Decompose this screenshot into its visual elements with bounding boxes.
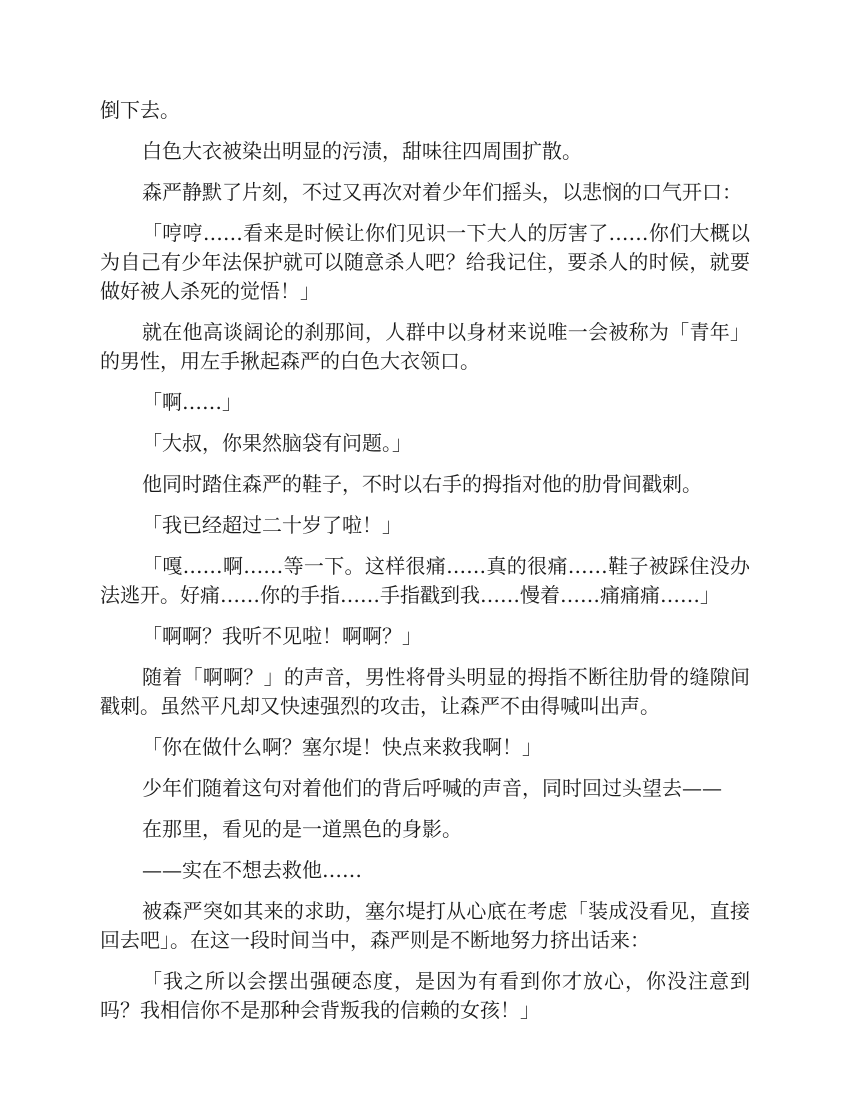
- paragraph: 他同时踏住森严的鞋子，不时以右手的拇指对他的肋骨间戳刺。: [142, 472, 702, 496]
- paragraph: 倒下去。: [100, 98, 180, 122]
- dialogue-paragraph: 「你在做什么啊？塞尔堤！快点来救我啊！」: [142, 735, 542, 759]
- paragraph: ——实在不想去救他……: [142, 858, 362, 882]
- dialogue-paragraph: 「啊啊？我听不见啦！啊啊？」: [142, 624, 422, 648]
- dialogue-paragraph: 「嘎……啊……等一下。这样很痛……真的很痛……鞋子被踩住没办法逃开。好痛……你的手指……手指戳到我……慢着……痛痛痛……」: [100, 554, 750, 607]
- paragraph: 少年们随着这句对着他们的背后呼喊的声音，同时回过头望去——: [142, 776, 722, 800]
- dialogue-paragraph: 「我之所以会摆出强硬态度，是因为有看到你才放心，你没注意到吗？我相信你不是那种会背叛我的信赖的女孩！」: [100, 969, 750, 1022]
- dialogue-paragraph: 「大叔，你果然脑袋有问题。」: [142, 431, 412, 455]
- paragraph: 就在他高谈阔论的刹那间，人群中以身材来说唯一会被称为「青年」的男性，用左手揪起森严的白色大衣领口。: [100, 320, 750, 373]
- paragraph: 白色大衣被染出明显的污渍，甜味往四周围扩散。: [142, 139, 582, 163]
- paragraph: 随着「啊啊？」的声音，男性将骨头明显的拇指不断往肋骨的缝隙间戳刺。虽然平凡却又快速强烈的攻击，让森严不由得喊叫出声。: [100, 665, 750, 718]
- document-page: [100, 96, 750, 1037]
- paragraph: 森严静默了片刻，不过又再次对着少年们摇头，以悲悯的口气开口：: [142, 180, 742, 204]
- dialogue-paragraph: 「我已经超过二十岁了啦！」: [142, 513, 402, 537]
- dialogue-paragraph: 「啊……」: [142, 390, 242, 414]
- paragraph: 在那里，看见的是一道黑色的身影。: [142, 817, 462, 841]
- paragraph: 被森严突如其来的求助，塞尔堤打从心底在考虑「装成没看见，直接回去吧」。在这一段时间当中，森严则是不断地努力挤出话来：: [100, 899, 750, 952]
- dialogue-paragraph: 「哼哼……看来是时候让你们见识一下大人的厉害了……你们大概以为自己有少年法保护就可以随意杀人吧？给我记住，要杀人的时候，就要做好被人杀死的觉悟！」: [100, 221, 750, 303]
